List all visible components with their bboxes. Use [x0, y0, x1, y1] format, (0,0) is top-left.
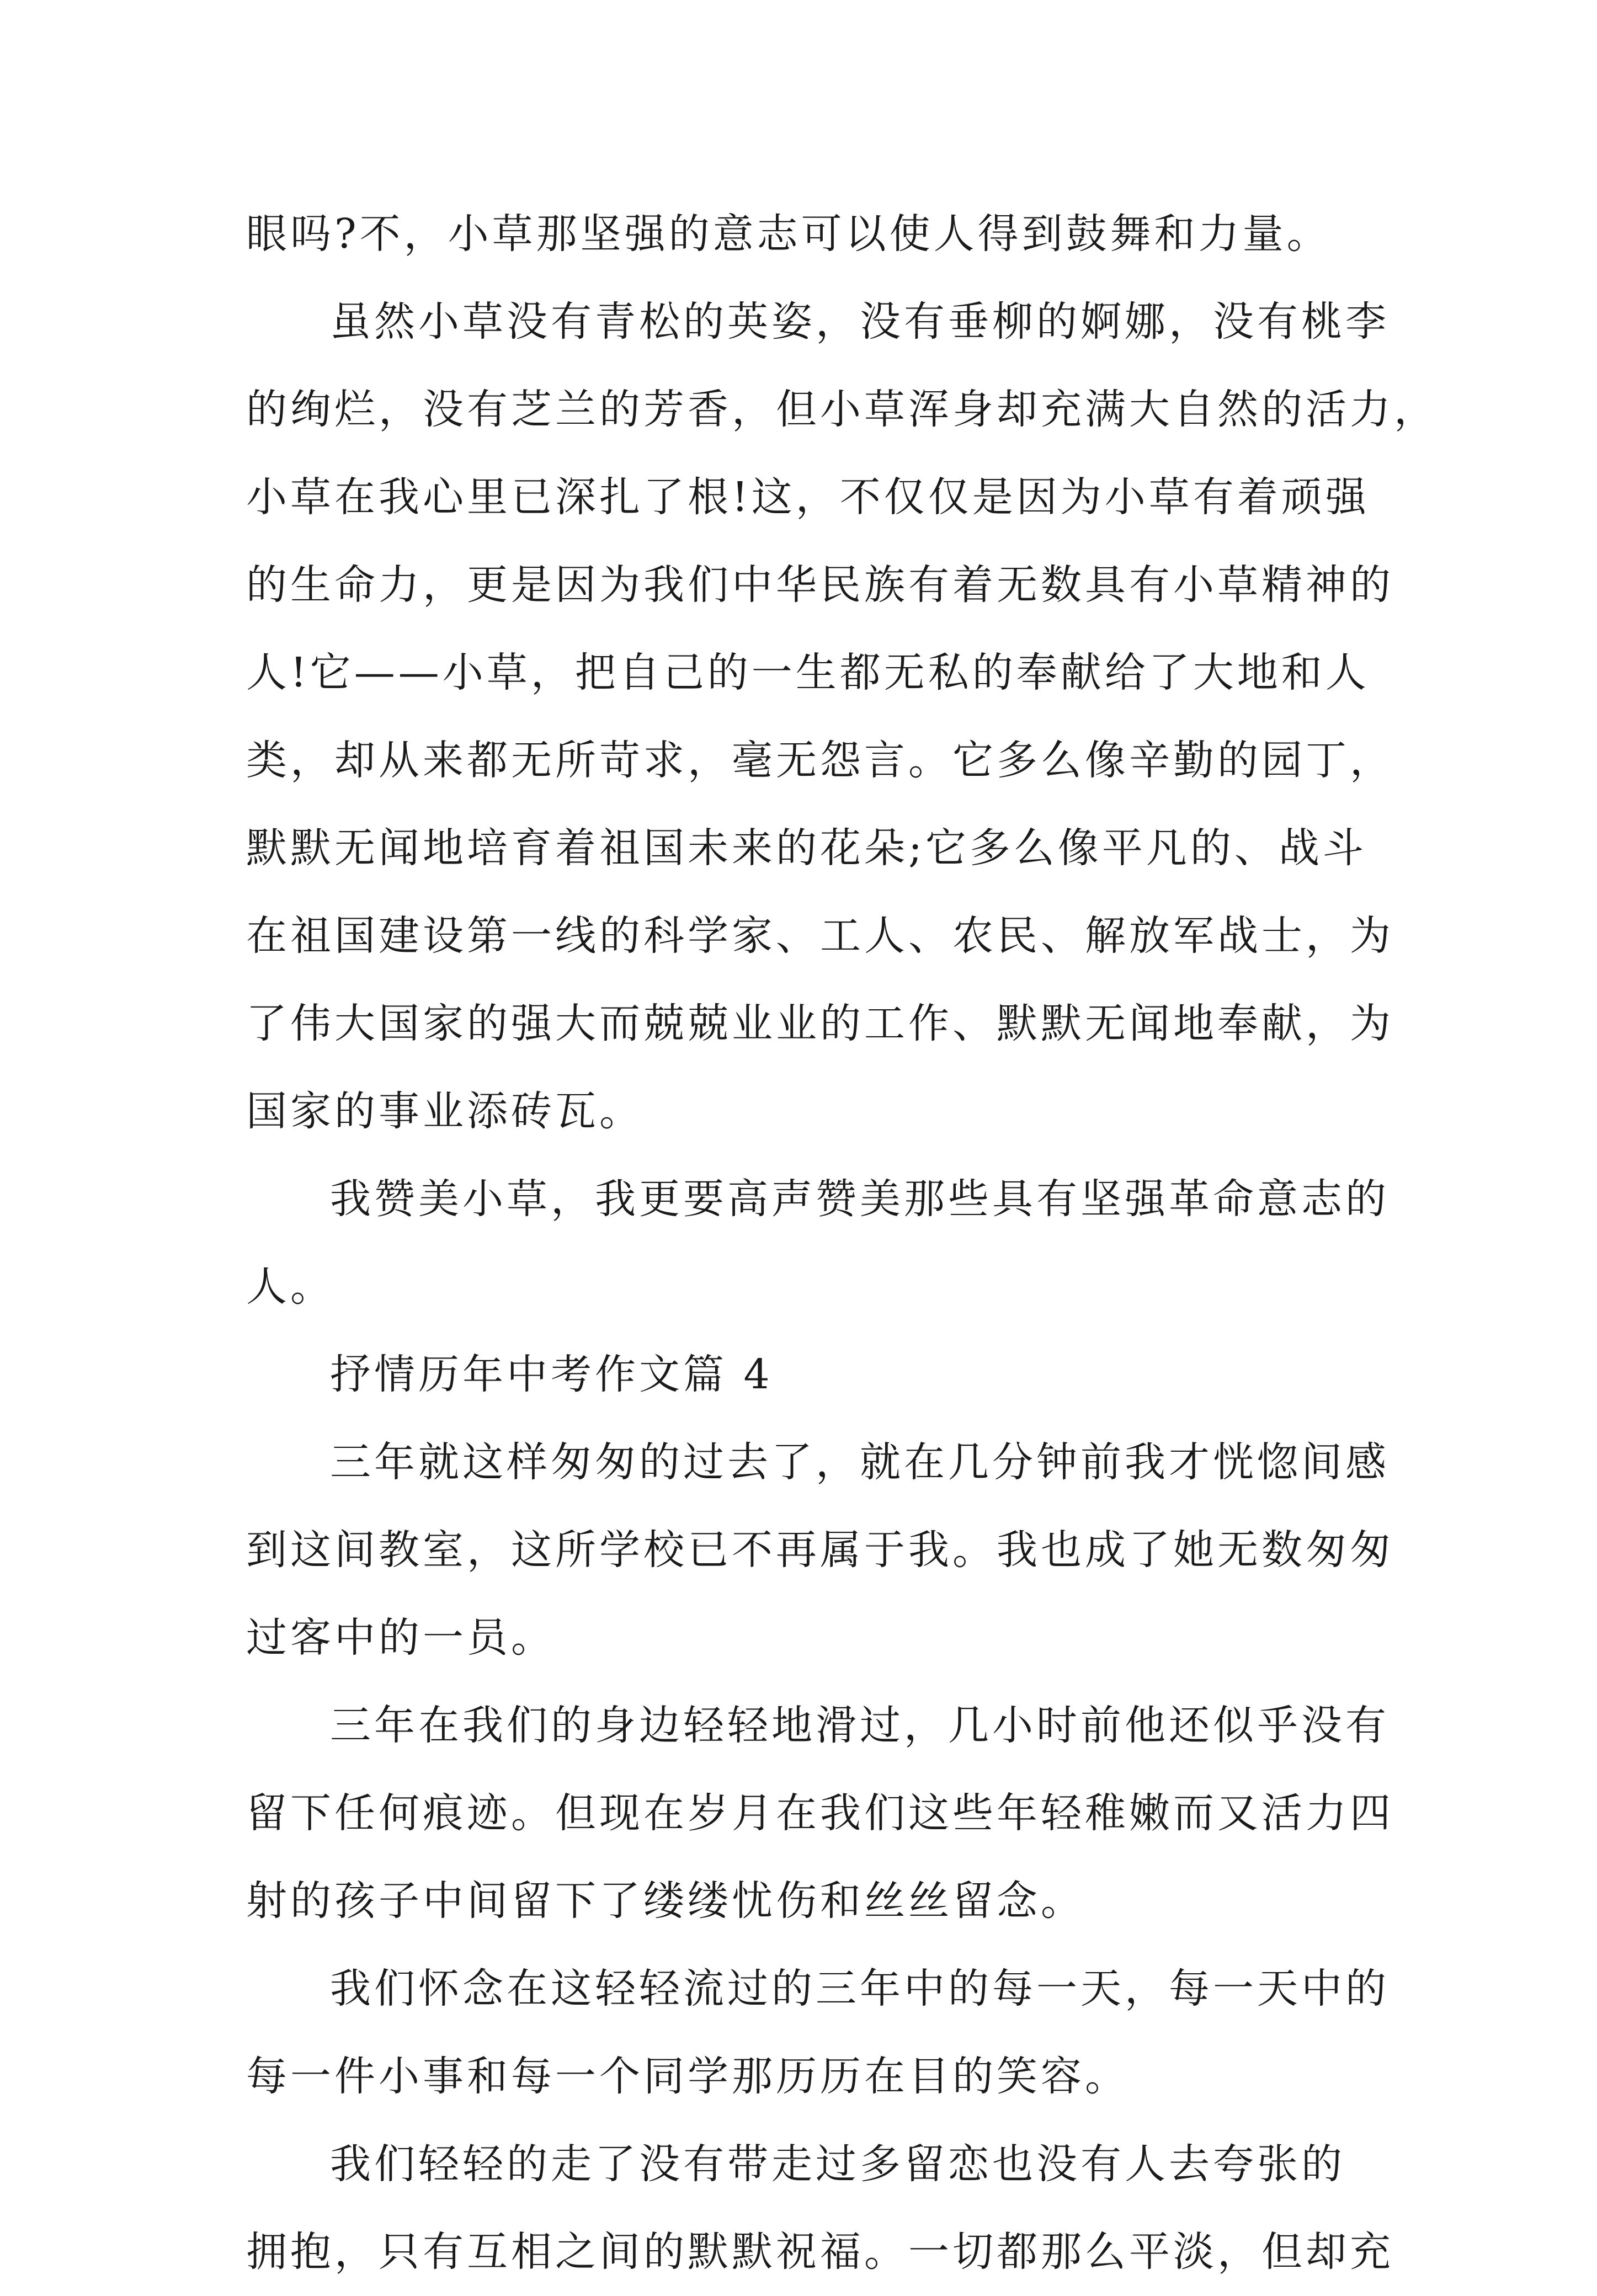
section-heading: 抒情历年中考作文篇 4	[330, 1351, 773, 1398]
text-line: 了伟大国家的强大而兢兢业业的工作、默默无闻地奉献，为	[246, 1000, 1394, 1047]
text-line: 默默无闻地培育着祖国未来的花朵;它多么像平凡的、战斗	[246, 824, 1367, 872]
paragraph-first-line: 我赞美小草，我更要高声赞美那些具有坚强革命意志的	[330, 1175, 1390, 1223]
text-line: 眼吗?不，小草那坚强的意志可以使人得到鼓舞和力量。	[246, 210, 1331, 258]
text-line: 类，却从来都无所苛求，毫无怨言。它多么像辛勤的园丁，	[246, 737, 1394, 784]
text-line: 的生命力，更是因为我们中华民族有着无数具有小草精神的	[246, 561, 1394, 609]
text-line: 每一件小事和每一个同学那历历在目的笑容。	[246, 2053, 1129, 2100]
text-line: 人!它——小草，把自己的一生都无私的奉献给了大地和人	[246, 649, 1370, 696]
paragraph-first-line: 我们怀念在这轻轻流过的三年中的每一天，每一天中的	[330, 1965, 1390, 2012]
document-body	[246, 190, 1438, 2296]
text-line: 小草在我心里已深扎了根!这，不仅仅是因为小草有着顽强	[246, 473, 1370, 521]
paragraph-first-line: 三年就这样匆匆的过去了，就在几分钟前我才恍惚间感	[330, 1439, 1390, 1486]
paragraph-first-line: 我们轻轻的走了没有带走过多留恋也没有人去夸张的	[330, 2140, 1345, 2188]
paragraph-first-line: 三年在我们的身边轻轻地滑过，几小时前他还似乎没有	[330, 1702, 1390, 1749]
text-line: 国家的事业添砖瓦。	[246, 1088, 643, 1135]
paragraph-first-line: 虽然小草没有青松的英姿，没有垂柳的婀娜，没有桃李	[330, 298, 1390, 345]
text-line: 留下任何痕迹。但现在岁月在我们这些年轻稚嫩而又活力四	[246, 1789, 1394, 1837]
text-line: 到这间教室，这所学校已不再属于我。我也成了她无数匆匆	[246, 1526, 1394, 1574]
text-line: 拥抱，只有互相之间的默默祝福。一切都那么平淡，但却充	[246, 2228, 1394, 2276]
text-line: 人。	[246, 1263, 334, 1311]
text-line: 射的孩子中间留下了缕缕忧伤和丝丝留念。	[246, 1877, 1085, 1925]
text-line: 的绚烂，没有芝兰的芳香，但小草浑身却充满大自然的活力，	[246, 386, 1438, 433]
text-line: 过客中的一员。	[246, 1614, 555, 1661]
text-line: 在祖国建设第一线的科学家、工人、农民、解放军战士，为	[246, 912, 1394, 960]
